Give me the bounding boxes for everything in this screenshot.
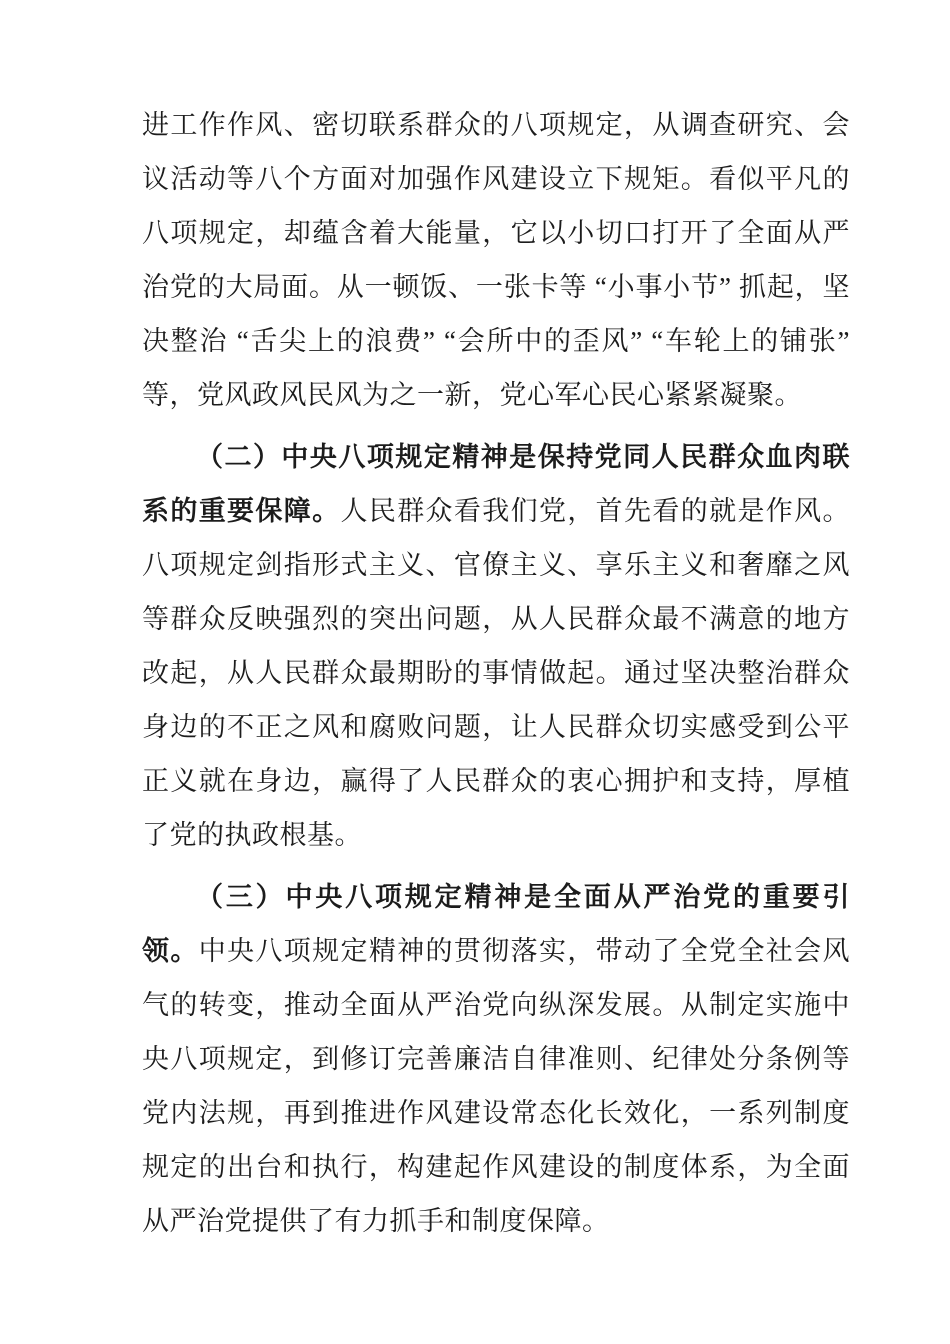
paragraph-text: 进工作作风、密切联系群众的八项规定，从调查研究、会议活动等八个方面对加强作风建设立下规矩。看似平凡的八项规定，却蕴含着大能量，它以小切口打开了全面从严治党的大局面。从一顿饭、一张卡等 “小事小节” 抓起，坚决整治 “舌尖上的浪费” “会所中的歪风” “车轮上的铺张” 等，党风政风民风为之一新，党心军心民心紧紧凝聚。	[142, 110, 850, 410]
paragraph-text: 中央八项规定精神的贯彻落实，带动了全党全社会风气的转变，推动全面从严治党向纵深发展。从制定实施中央八项规定，到修订完善廉洁自律准则、纪律处分条例等党内法规，再到推进作风建设常态化长效化，一系列制度规定的出台和执行，构建起作风建设的制度体系，为全面从严治党提供了有力抓手和制度保障。	[142, 936, 851, 1236]
paragraph	[142, 430, 850, 862]
paragraph	[142, 870, 850, 1248]
paragraph	[142, 98, 850, 422]
paragraph-text: 人民群众看我们党，首先看的就是作风。八项规定剑指形式主义、官僚主义、享乐主义和奢靡之风等群众反映强烈的突出问题，从人民群众最不满意的地方改起，从人民群众最期盼的事情做起。通过坚决整治群众身边的不正之风和腐败问题，让人民群众切实感受到公平正义就在身边，赢得了人民群众的衷心拥护和支持，厚植了党的执政根基。	[142, 496, 851, 850]
paragraph-bold-heading: （二）中央八项规定精神是保持党同人民群众血肉联系的重要保障。	[142, 442, 850, 526]
paragraph-bold-heading: （三）中央八项规定精神是全面从严治党的重要引领。	[142, 882, 850, 966]
